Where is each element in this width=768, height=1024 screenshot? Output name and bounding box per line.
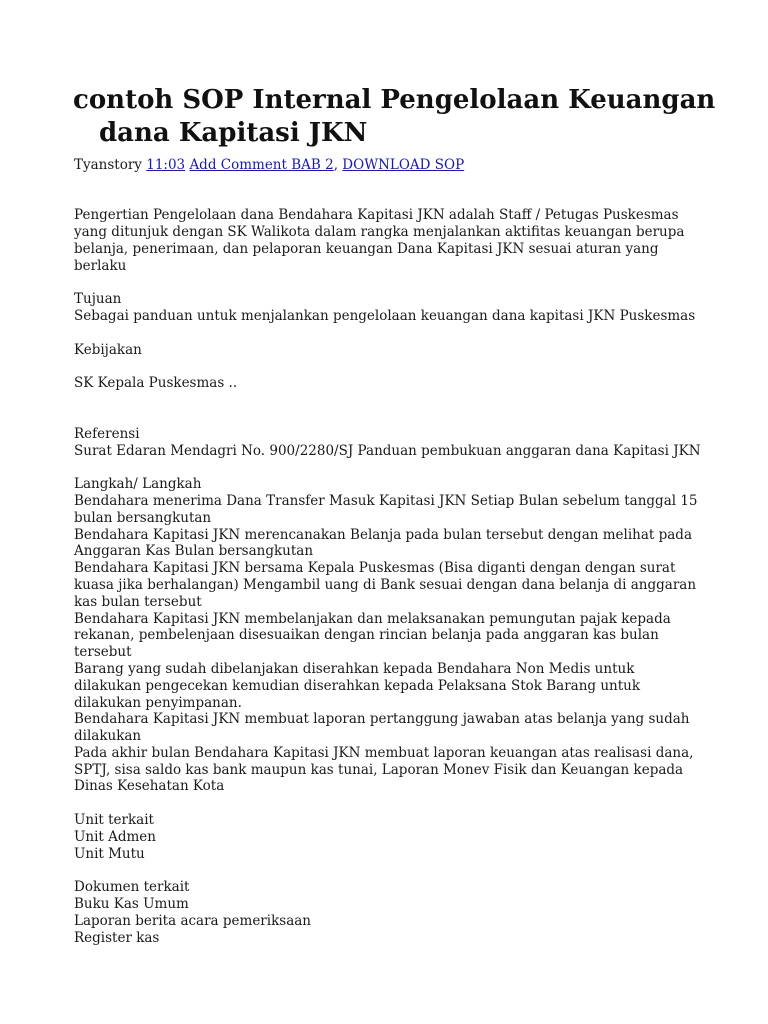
- article-body: [74, 157, 704, 946]
- download-sop-link[interactable]: DOWNLOAD SOP: [342, 157, 465, 173]
- langkah-step: Bendahara Kapitasi JKN bersama Kepala Puskesmas (Bisa diganti dengan dengan surat kuasa jika berhalangan) Mengambil uang di Bank sesuai dengan dana belanja di anggaran kas bulan tersebut: [74, 560, 697, 610]
- post-meta: [74, 157, 704, 174]
- page-title: contoh SOP Internal Pengelolaan Keuangan dana Kapitasi JKN: [73, 85, 716, 148]
- dokumen-item: Laporan berita acara pemeriksaan: [74, 912, 311, 929]
- langkah-heading: Langkah/ Langkah: [74, 476, 202, 493]
- langkah-steps: [74, 493, 704, 795]
- referensi-heading: Referensi: [74, 425, 140, 442]
- dokumen-item: Register kas: [74, 929, 160, 946]
- intro-paragraph: Pengertian Pengelolaan dana Bendahara Kapitasi JKN adalah Staff / Petugas Puskesmas yang ditunjuk dengan SK Walikota dalam rangka menjalankan aktifitas keuangan berupa belanja, penerimaan, dan pelaporan keuangan Dana Kapitasi JKN sesuai aturan yang berlaku: [74, 207, 685, 274]
- unit-item: Unit Mutu: [74, 845, 145, 862]
- add-comment-link[interactable]: Add Comment BAB 2: [189, 157, 334, 173]
- langkah-step: Bendahara menerima Dana Transfer Masuk Kapitasi JKN Setiap Bulan sebelum tanggal 15 bulan bersangkutan: [74, 492, 698, 526]
- dokumen-item: Buku Kas Umum: [74, 896, 189, 913]
- referensi-text: Surat Edaran Mendagri No. 900/2280/SJ Panduan pembukuan anggaran dana Kapitasi JKN: [74, 442, 701, 459]
- author-name: Tyanstory: [74, 157, 142, 173]
- kebijakan-heading: Kebijakan: [74, 341, 142, 358]
- post-time-link[interactable]: 11:03: [146, 157, 186, 173]
- dokumen-heading: Dokumen terkait: [74, 879, 190, 896]
- langkah-step: Bendahara Kapitasi JKN membelanjakan dan melaksanakan pemungutan pajak kepada rekanan, pembelenjaan disesuaikan dengan rincian belanja pada anggaran kas bulan tersebut: [74, 610, 671, 661]
- unit-heading: Unit terkait: [74, 812, 154, 829]
- kebijakan-text: SK Kepala Puskesmas ..: [74, 375, 238, 392]
- langkah-step: Pada akhir bulan Bendahara Kapitasi JKN membuat laporan keuangan atas realisasi dana, SPTJ, sisa saldo kas bank maupun kas tunai, Laporan Monev Fisik dan Keuangan kepada Dinas Kesehatan Kota: [74, 744, 694, 795]
- tujuan-text: Sebagai panduan untuk menjalankan pengelolaan keuangan dana kapitasi JKN Puskesmas: [74, 308, 696, 325]
- unit-item: Unit Admen: [74, 828, 156, 845]
- langkah-step: Bendahara Kapitasi JKN membuat laporan pertanggung jawaban atas belanja yang sudah dilakukan: [74, 711, 690, 745]
- meta-separator: ,: [333, 157, 338, 173]
- tujuan-heading: Tujuan: [74, 291, 122, 308]
- langkah-step: Bendahara Kapitasi JKN merencanakan Belanja pada bulan tersebut dengan melihat pada Anggaran Kas Bulan bersangkutan: [74, 526, 692, 560]
- langkah-step: Barang yang sudah dibelanjakan diserahkan kepada Bendahara Non Medis untuk dilakukan pengecekan kemudian diserahkan kepada Pelaksana Stok Barang untuk dilakukan penyimpanan.: [74, 660, 641, 711]
